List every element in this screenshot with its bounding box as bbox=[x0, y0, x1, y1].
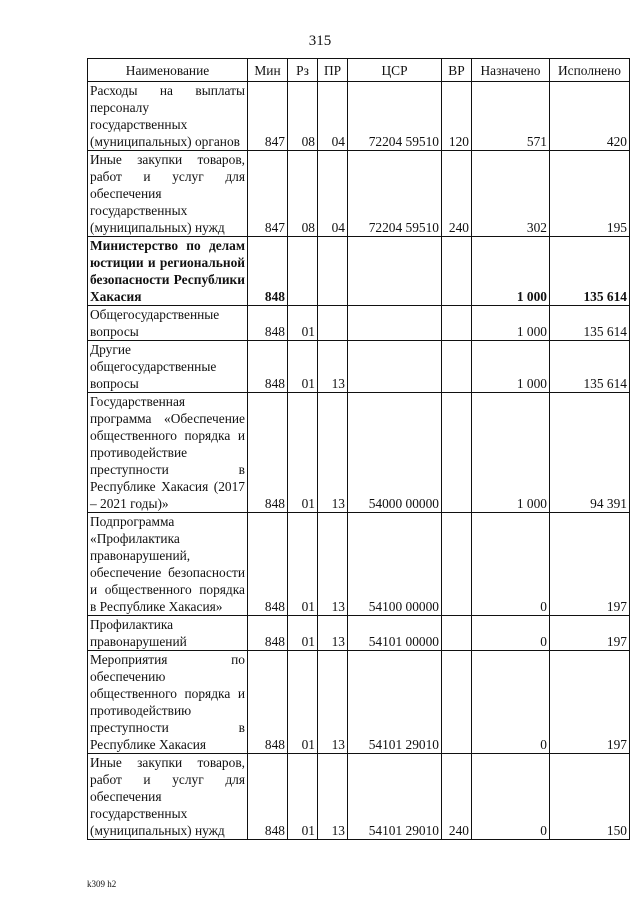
row-vr-cell bbox=[442, 651, 472, 754]
row-csr-cell: 54101 00000 bbox=[348, 616, 442, 651]
row-executed-cell: 195 bbox=[550, 151, 630, 237]
page-number: 315 bbox=[308, 33, 332, 49]
row-executed-cell: 94 391 bbox=[550, 393, 630, 513]
row-vr-cell: 240 bbox=[442, 754, 472, 840]
row-executed-cell: 197 bbox=[550, 616, 630, 651]
row-name-cell: Государственная программа «Обеспечение общественного порядка и противодействие преступности в Республике Хакасия (2017 – 2021 годы)» bbox=[88, 393, 248, 513]
row-executed-cell: 197 bbox=[550, 513, 630, 616]
row-assigned-cell: 1 000 bbox=[472, 341, 550, 393]
row-min-cell: 848 bbox=[248, 393, 288, 513]
row-rz-cell: 08 bbox=[288, 82, 318, 151]
row-min-cell: 848 bbox=[248, 341, 288, 393]
row-rz-cell: 01 bbox=[288, 341, 318, 393]
row-pr-cell: 13 bbox=[318, 513, 348, 616]
row-pr-cell: 04 bbox=[318, 151, 348, 237]
row-csr-cell: 54101 29010 bbox=[348, 651, 442, 754]
row-pr-cell: 04 bbox=[318, 82, 348, 151]
row-name-cell: Расходы на выплаты персоналу государственных (муниципальных) органов bbox=[88, 82, 248, 151]
row-pr-cell: 13 bbox=[318, 616, 348, 651]
table-header-row bbox=[88, 59, 630, 82]
table-row bbox=[88, 393, 630, 513]
row-rz-cell bbox=[288, 237, 318, 306]
row-rz-cell: 08 bbox=[288, 151, 318, 237]
row-name-cell: Мероприятия по обеспечению общественного порядка и противодействию преступности в Республике Хакасия bbox=[88, 651, 248, 754]
row-min-cell: 848 bbox=[248, 616, 288, 651]
row-min-cell: 848 bbox=[248, 513, 288, 616]
column-header: ЦСР bbox=[348, 59, 442, 82]
table-row bbox=[88, 513, 630, 616]
row-name-cell: Общегосударственные вопросы bbox=[88, 306, 248, 341]
row-csr-cell bbox=[348, 237, 442, 306]
row-assigned-cell: 0 bbox=[472, 616, 550, 651]
row-vr-cell: 240 bbox=[442, 151, 472, 237]
row-vr-cell bbox=[442, 513, 472, 616]
table-row bbox=[88, 82, 630, 151]
row-pr-cell: 13 bbox=[318, 754, 348, 840]
column-header: ПР bbox=[318, 59, 348, 82]
row-rz-cell: 01 bbox=[288, 306, 318, 341]
row-assigned-cell: 1 000 bbox=[472, 306, 550, 341]
row-csr-cell bbox=[348, 341, 442, 393]
row-vr-cell bbox=[442, 393, 472, 513]
row-assigned-cell: 0 bbox=[472, 754, 550, 840]
row-pr-cell: 13 bbox=[318, 651, 348, 754]
row-assigned-cell: 1 000 bbox=[472, 237, 550, 306]
row-executed-cell: 197 bbox=[550, 651, 630, 754]
column-header: Рз bbox=[288, 59, 318, 82]
row-executed-cell: 135 614 bbox=[550, 306, 630, 341]
column-header: ВР bbox=[442, 59, 472, 82]
table-row bbox=[88, 754, 630, 840]
row-csr-cell: 54000 00000 bbox=[348, 393, 442, 513]
table-row bbox=[88, 616, 630, 651]
row-min-cell: 847 bbox=[248, 151, 288, 237]
row-csr-cell: 72204 59510 bbox=[348, 82, 442, 151]
column-header: Назначено bbox=[472, 59, 550, 82]
row-name-cell: Иные закупки товаров, работ и услуг для обеспечения государственных (муниципальных) нужд bbox=[88, 754, 248, 840]
row-min-cell: 848 bbox=[248, 306, 288, 341]
row-vr-cell bbox=[442, 237, 472, 306]
row-name-cell: Другие общегосударственные вопросы bbox=[88, 341, 248, 393]
row-csr-cell: 72204 59510 bbox=[348, 151, 442, 237]
row-vr-cell bbox=[442, 616, 472, 651]
row-rz-cell: 01 bbox=[288, 651, 318, 754]
row-min-cell: 848 bbox=[248, 651, 288, 754]
row-vr-cell bbox=[442, 306, 472, 341]
column-header: Наименование bbox=[88, 59, 248, 82]
row-rz-cell: 01 bbox=[288, 513, 318, 616]
row-min-cell: 848 bbox=[248, 754, 288, 840]
table-row bbox=[88, 341, 630, 393]
row-name-cell: Иные закупки товаров, работ и услуг для обеспечения государственных (муниципальных) нужд bbox=[88, 151, 248, 237]
column-header: Исполнено bbox=[550, 59, 630, 82]
row-assigned-cell: 0 bbox=[472, 651, 550, 754]
column-header: Мин bbox=[248, 59, 288, 82]
table-row bbox=[88, 651, 630, 754]
row-pr-cell: 13 bbox=[318, 393, 348, 513]
row-executed-cell: 150 bbox=[550, 754, 630, 840]
footer-code: k309 h2 bbox=[87, 879, 117, 889]
row-pr-cell bbox=[318, 306, 348, 341]
row-vr-cell bbox=[442, 341, 472, 393]
table-row bbox=[88, 306, 630, 341]
row-name-cell: Профилактика правонарушений bbox=[88, 616, 248, 651]
row-rz-cell: 01 bbox=[288, 393, 318, 513]
row-min-cell: 847 bbox=[248, 82, 288, 151]
row-vr-cell: 120 bbox=[442, 82, 472, 151]
row-name-cell: Министерство по делам юстиции и региональной безопасности Республики Хакасия bbox=[88, 237, 248, 306]
table-row bbox=[88, 237, 630, 306]
row-min-cell: 848 bbox=[248, 237, 288, 306]
row-assigned-cell: 0 bbox=[472, 513, 550, 616]
row-csr-cell: 54100 00000 bbox=[348, 513, 442, 616]
row-rz-cell: 01 bbox=[288, 616, 318, 651]
row-name-cell: Подпрограмма «Профилактика правонарушений, обеспечение безопасности и общественного порядка в Республике Хакасия» bbox=[88, 513, 248, 616]
row-csr-cell bbox=[348, 306, 442, 341]
budget-table bbox=[87, 58, 630, 840]
row-pr-cell bbox=[318, 237, 348, 306]
table-row bbox=[88, 151, 630, 237]
row-executed-cell: 420 bbox=[550, 82, 630, 151]
row-assigned-cell: 302 bbox=[472, 151, 550, 237]
row-assigned-cell: 1 000 bbox=[472, 393, 550, 513]
table-body bbox=[88, 82, 630, 840]
row-rz-cell: 01 bbox=[288, 754, 318, 840]
row-pr-cell: 13 bbox=[318, 341, 348, 393]
row-executed-cell: 135 614 bbox=[550, 237, 630, 306]
row-executed-cell: 135 614 bbox=[550, 341, 630, 393]
row-csr-cell: 54101 29010 bbox=[348, 754, 442, 840]
row-assigned-cell: 571 bbox=[472, 82, 550, 151]
